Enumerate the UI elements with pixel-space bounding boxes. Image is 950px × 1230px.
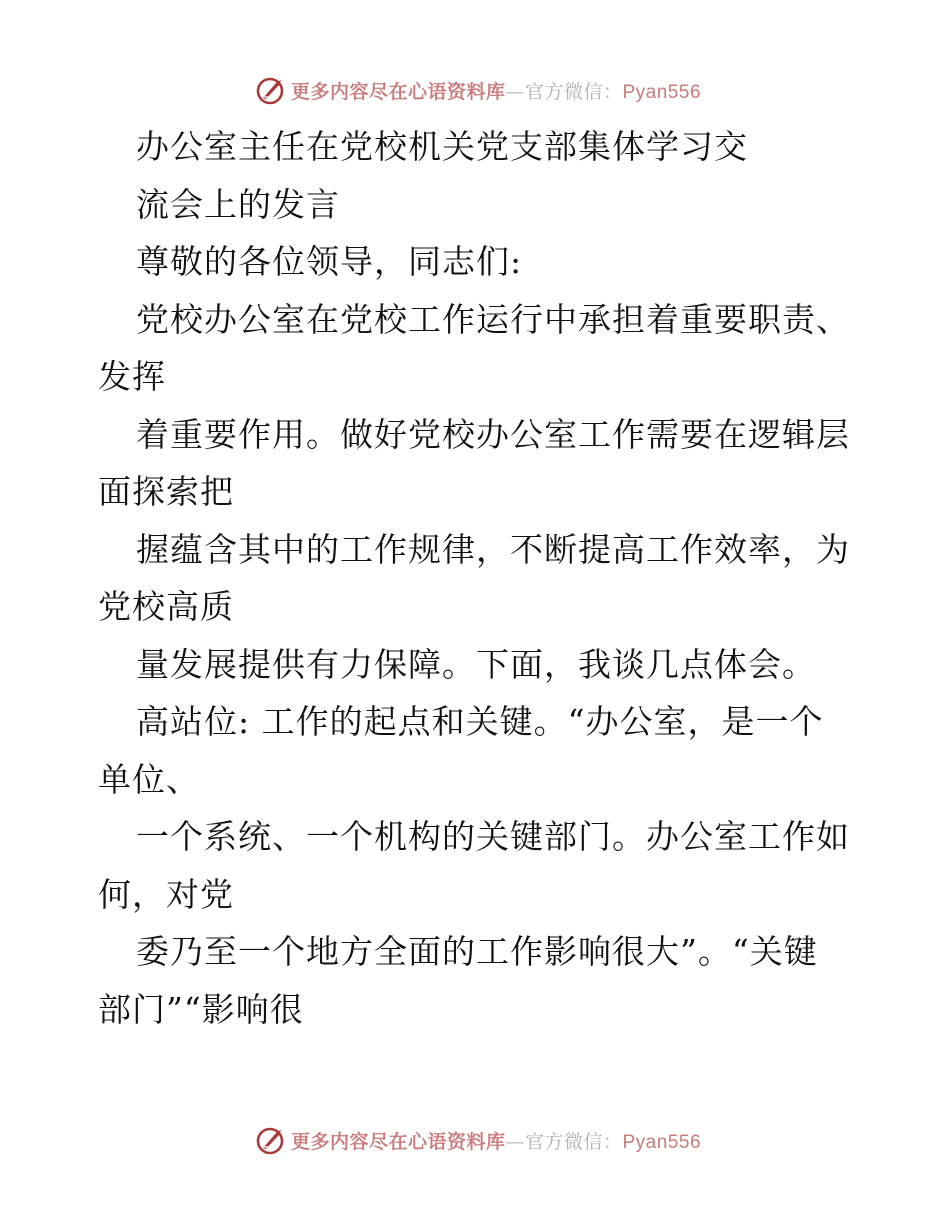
banner-wechat-label: 官方微信： [524, 1130, 623, 1153]
quill-logo-icon [255, 74, 287, 106]
document-body [98, 118, 858, 1038]
quill-logo-icon [255, 1124, 287, 1156]
paragraph-line: 发挥 [98, 357, 166, 396]
footer-banner [0, 1120, 950, 1160]
banner-wechat-id: Pyan556 [622, 81, 702, 103]
banner-main-text: 更多内容尽在心语资料库 [290, 1130, 506, 1153]
header-banner [0, 70, 950, 110]
header-banner-text [291, 77, 701, 104]
paragraph-line: 党校高质 [98, 587, 234, 626]
paragraph-line: 单位、 [98, 759, 200, 799]
paragraph-line: 党校办公室在党校工作运行中承担着重要职责、 [136, 299, 850, 339]
paragraph-line: 何，对党 [98, 874, 234, 914]
footer-banner-inner [255, 1124, 701, 1156]
banner-main-text: 更多内容尽在心语资料库 [290, 80, 506, 103]
paragraph-line: 高站位: 工作的起点和关键。“办公室，是一个 [136, 702, 824, 741]
paragraph-line: 委乃至一个地方全面的工作影响很大”。“关键 [136, 932, 818, 971]
title-line-2: 流会上的发言 [136, 184, 340, 224]
paragraph-line: 部门”“影响很 [98, 989, 304, 1029]
banner-wechat-id: Pyan556 [622, 1131, 702, 1153]
paragraph-line: 一个系统、一个机构的关键部门。办公室工作如 [136, 817, 850, 856]
salutation: 尊敬的各位领导，同志们: [136, 242, 523, 281]
paragraph-line: 握蕴含其中的工作规律，不断提高工作效率，为 [136, 529, 850, 569]
banner-dash: — [505, 1130, 525, 1153]
paragraph-line: 着重要作用。做好党校办公室工作需要在逻辑层 [136, 414, 850, 454]
footer-banner-text [291, 1127, 701, 1154]
banner-dash: — [505, 80, 525, 103]
banner-wechat-label: 官方微信： [524, 80, 623, 103]
header-banner-inner [255, 74, 701, 106]
title-line-1: 办公室主任在党校机关党支部集体学习交 [136, 127, 748, 166]
paragraph-line: 量发展提供有力保障。下面，我谈几点体会。 [136, 644, 816, 684]
paragraph-line: 面探索把 [98, 472, 234, 511]
